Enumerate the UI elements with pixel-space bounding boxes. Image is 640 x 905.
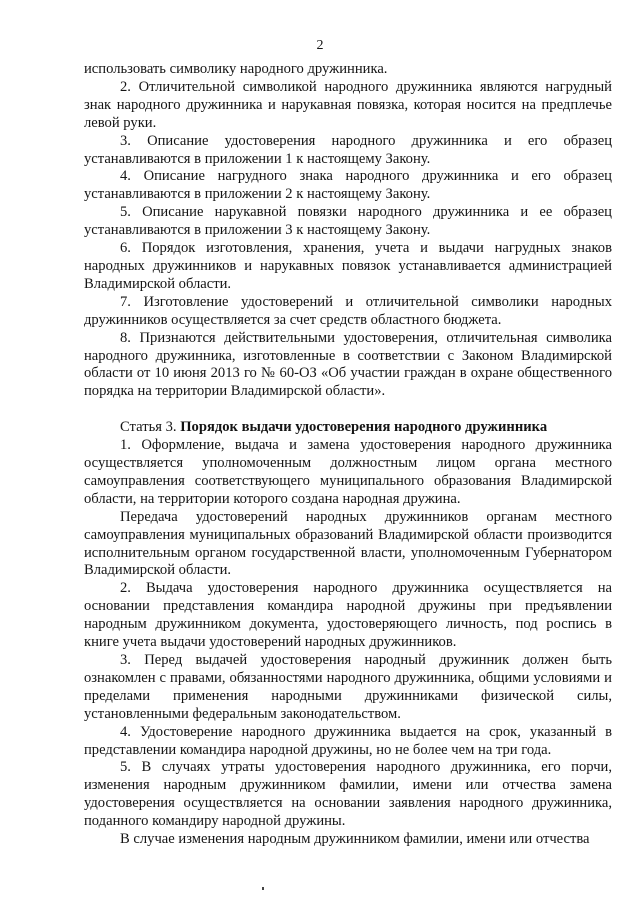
article-3-paragraph-3: 3. Перед выдачей удостоверения народный дружинник должен быть ознакомлен с правами, обязанностями народного дружинника, общими условиями и пределами применения народными дружинниками физической силы, установленными федеральным законодательством. xyxy=(84,652,612,722)
document-body xyxy=(84,61,612,849)
section-spacer xyxy=(84,401,612,419)
article-3-paragraph-1: 1. Оформление, выдача и замена удостоверения народного дружинника осуществляется уполномоченным должностным лицом органа местного самоуправления соответствующего муниципального образования Владимирской области, на территории которого создана народная дружина. xyxy=(84,437,612,507)
paragraph-6: 6. Порядок изготовления, хранения, учета и выдачи нагрудных знаков народных дружинников и нарукавных повязок устанавливается администрацией Владимирской области. xyxy=(84,240,612,292)
article-3-paragraph-2: 2. Выдача удостоверения народного дружинника осуществляется на основании представления командира народной дружины при предъявлении народным дружинником документа, удостоверяющего личность, под роспись в книге учета выдачи удостоверений народных дружинников. xyxy=(84,580,612,651)
paragraph-5: 5. Описание нарукавной повязки народного дружинника и ее образец устанавливаются в приложении 3 к настоящему Закону. xyxy=(84,204,612,239)
scan-ink-mark xyxy=(262,887,264,890)
paragraph-3: 3. Описание удостоверения народного дружинника и его образец устанавливаются в приложении 1 к настоящему Закону. xyxy=(84,132,612,167)
continuation-line: использовать символику народного дружинника. xyxy=(84,61,388,77)
article-3-paragraph-5: 5. В случаях утраты удостоверения народного дружинника, его порчи, изменения народным дружинником фамилии, имени или отчества замена удостоверения осуществляется на основании заявления народного дружинника, поданного командиру народной дружины. xyxy=(84,759,612,830)
paragraph-8: 8. Признаются действительными удостоверения, отличительная символика народного дружинника, изготовленные в соответствии с Законом Владимирской области от 10 июня 2013 го № 60-ОЗ «Об участии граждан в охране общественного порядка на территории Владимирской области». xyxy=(84,329,612,400)
paragraph-7: 7. Изготовление удостоверений и отличительной символики народных дружинников осуществляется за счет средств областного бюджета. xyxy=(84,293,612,328)
article-title: Порядок выдачи удостоверения народного дружинника xyxy=(180,419,548,436)
article-3-heading xyxy=(84,419,612,437)
article-3-paragraph-5-continued: В случае изменения народным дружинником фамилии, имени или отчества xyxy=(120,831,590,848)
article-3-paragraph-1-transfer: Передача удостоверений народных дружинников органам местного самоуправления муниципальных образований Владимирской области производится исполнительным органом государственной власти, уполномоченным Губернатором Владимирской области. xyxy=(84,508,612,579)
page-number: 2 xyxy=(316,38,324,53)
article-label: Статья 3. xyxy=(120,419,177,436)
paragraph-4: 4. Описание нагрудного знака народного дружинника и его образец устанавливаются в приложении 2 к настоящему Закону. xyxy=(84,168,612,203)
paragraph-2: 2. Отличительной символикой народного дружинника являются нагрудный знак народного дружинника и нарукавная повязка, которая носится на предплечье левой руки. xyxy=(84,78,612,131)
article-3-paragraph-4: 4. Удостоверение народного дружинника выдается на срок, указанный в представлении командира народной дружины, но не более чем на три года. xyxy=(84,723,612,758)
